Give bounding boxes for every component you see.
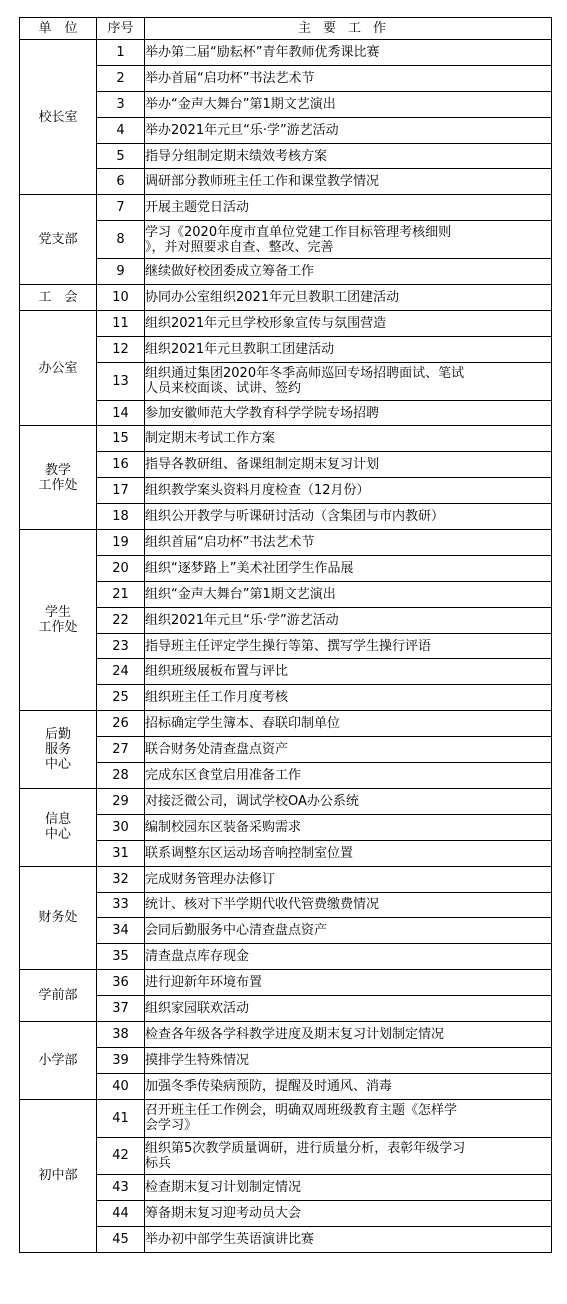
number-cell: 22	[97, 607, 145, 633]
table-row	[20, 426, 552, 452]
number-cell: 24	[97, 659, 145, 685]
table-row	[20, 40, 552, 66]
number-cell: 44	[97, 1201, 145, 1227]
table-row	[20, 362, 552, 400]
task-cell: 完成东区食堂启用准备工作	[145, 763, 552, 789]
unit-cell: 小学部	[20, 1021, 97, 1099]
task-cell: 摸排学生特殊情况	[145, 1047, 552, 1073]
number-cell: 7	[97, 195, 145, 221]
number-cell: 23	[97, 633, 145, 659]
number-cell: 33	[97, 892, 145, 918]
number-cell: 43	[97, 1175, 145, 1201]
table-row	[20, 1073, 552, 1099]
table-row	[20, 530, 552, 556]
unit-cell: 校长室	[20, 40, 97, 195]
number-cell: 31	[97, 840, 145, 866]
task-cell: 开展主题党日活动	[145, 195, 552, 221]
header-number: 序号	[97, 18, 145, 40]
task-cell: 举办初中部学生英语演讲比赛	[145, 1227, 552, 1253]
task-cell: 检查各年级各学科教学进度及期末复习计划制定情况	[145, 1021, 552, 1047]
table-row	[20, 504, 552, 530]
task-cell: 对接泛微公司，调试学校OA办公系统	[145, 788, 552, 814]
number-cell: 38	[97, 1021, 145, 1047]
number-cell: 27	[97, 737, 145, 763]
task-cell: 举办第二届“励耘杯”青年教师优秀课比赛	[145, 40, 552, 66]
table-row	[20, 221, 552, 259]
task-cell: 举办2021年元旦“乐·学”游艺活动	[145, 117, 552, 143]
number-cell: 36	[97, 970, 145, 996]
table-row	[20, 117, 552, 143]
number-cell: 4	[97, 117, 145, 143]
number-cell: 5	[97, 143, 145, 169]
number-cell: 16	[97, 452, 145, 478]
task-cell: 检查期末复习计划制定情况	[145, 1175, 552, 1201]
task-cell: 组织家园联欢活动	[145, 996, 552, 1022]
table-row	[20, 892, 552, 918]
table-row	[20, 788, 552, 814]
number-cell: 10	[97, 285, 145, 311]
number-cell: 2	[97, 65, 145, 91]
table-row	[20, 285, 552, 311]
unit-cell: 工 会	[20, 285, 97, 311]
number-cell: 6	[97, 169, 145, 195]
number-cell: 8	[97, 221, 145, 259]
number-cell: 35	[97, 944, 145, 970]
number-cell: 21	[97, 581, 145, 607]
unit-cell: 学前部	[20, 970, 97, 1022]
task-cell: 组织班主任工作月度考核	[145, 685, 552, 711]
task-cell: 组织第5次教学质量调研，进行质量分析，表彰年级学习 标兵	[145, 1137, 552, 1175]
task-cell: 组织2021年元旦“乐·学”游艺活动	[145, 607, 552, 633]
number-cell: 42	[97, 1137, 145, 1175]
table-row	[20, 1175, 552, 1201]
task-cell: 组织2021年元旦教职工团建活动	[145, 336, 552, 362]
number-cell: 37	[97, 996, 145, 1022]
number-cell: 18	[97, 504, 145, 530]
unit-cell: 党支部	[20, 195, 97, 285]
task-cell: 参加安徽师范大学教育科学学院专场招聘	[145, 400, 552, 426]
table-row	[20, 1021, 552, 1047]
number-cell: 32	[97, 866, 145, 892]
table-row	[20, 1099, 552, 1137]
table-row	[20, 866, 552, 892]
table-row	[20, 763, 552, 789]
number-cell: 30	[97, 814, 145, 840]
table-row	[20, 970, 552, 996]
table-row	[20, 633, 552, 659]
task-cell: 完成财务管理办法修订	[145, 866, 552, 892]
task-cell: 继续做好校团委成立筹备工作	[145, 259, 552, 285]
task-cell: 会同后勤服务中心清查盘点资产	[145, 918, 552, 944]
unit-cell: 信息 中心	[20, 788, 97, 866]
task-cell: 加强冬季传染病预防，提醒及时通风、消毒	[145, 1073, 552, 1099]
number-cell: 17	[97, 478, 145, 504]
header-row	[20, 18, 552, 40]
task-cell: 筹备期末复习迎考动员大会	[145, 1201, 552, 1227]
unit-cell: 财务处	[20, 866, 97, 970]
number-cell: 45	[97, 1227, 145, 1253]
table-row	[20, 310, 552, 336]
number-cell: 28	[97, 763, 145, 789]
unit-cell: 办公室	[20, 310, 97, 426]
table-row	[20, 1047, 552, 1073]
task-cell: 组织教学案头资料月度检查（12月份）	[145, 478, 552, 504]
task-cell: 组织2021年元旦学校形象宣传与氛围营造	[145, 310, 552, 336]
number-cell: 34	[97, 918, 145, 944]
table-row	[20, 685, 552, 711]
task-cell: 联合财务处清查盘点资产	[145, 737, 552, 763]
number-cell: 26	[97, 711, 145, 737]
task-cell: 召开班主任工作例会，明确双周班级教育主题《怎样学 会学习》	[145, 1099, 552, 1137]
table-row	[20, 65, 552, 91]
task-cell: 指导班主任评定学生操行等第、撰写学生操行评语	[145, 633, 552, 659]
task-cell: 调研部分教师班主任工作和课堂教学情况	[145, 169, 552, 195]
task-cell: 组织“逐梦路上”美术社团学生作品展	[145, 555, 552, 581]
header-main-work: 主要工作	[145, 18, 552, 40]
number-cell: 14	[97, 400, 145, 426]
table-row	[20, 91, 552, 117]
number-cell: 3	[97, 91, 145, 117]
work-plan-table	[19, 17, 552, 1253]
number-cell: 19	[97, 530, 145, 556]
table-row	[20, 452, 552, 478]
table-row	[20, 259, 552, 285]
table-row	[20, 1137, 552, 1175]
table-row	[20, 143, 552, 169]
table-row	[20, 555, 552, 581]
task-cell: 招标确定学生簿本、春联印制单位	[145, 711, 552, 737]
unit-cell: 教学 工作处	[20, 426, 97, 530]
table-row	[20, 1227, 552, 1253]
table-row	[20, 737, 552, 763]
task-cell: 组织公开教学与听课研讨活动（含集团与市内教研）	[145, 504, 552, 530]
table-row	[20, 195, 552, 221]
task-cell: 统计、核对下半学期代收代管费缴费情况	[145, 892, 552, 918]
table-row	[20, 814, 552, 840]
table-row	[20, 336, 552, 362]
task-cell: 组织班级展板布置与评比	[145, 659, 552, 685]
number-cell: 13	[97, 362, 145, 400]
number-cell: 11	[97, 310, 145, 336]
table-body	[20, 40, 552, 1253]
task-cell: 联系调整东区运动场音响控制室位置	[145, 840, 552, 866]
task-cell: 进行迎新年环境布置	[145, 970, 552, 996]
number-cell: 15	[97, 426, 145, 452]
number-cell: 39	[97, 1047, 145, 1073]
number-cell: 41	[97, 1099, 145, 1137]
task-cell: 组织首届“启功杯”书法艺术节	[145, 530, 552, 556]
number-cell: 9	[97, 259, 145, 285]
task-cell: 组织通过集团2020年冬季高师巡回专场招聘面试、笔试 人员来校面谈、试讲、签约	[145, 362, 552, 400]
number-cell: 1	[97, 40, 145, 66]
table-row	[20, 840, 552, 866]
number-cell: 25	[97, 685, 145, 711]
table-row	[20, 1201, 552, 1227]
unit-cell: 后勤 服务 中心	[20, 711, 97, 789]
table-row	[20, 581, 552, 607]
task-cell: 举办首届“启功杯”书法艺术节	[145, 65, 552, 91]
table-row	[20, 996, 552, 1022]
unit-cell: 初中部	[20, 1099, 97, 1252]
task-cell: 组织“金声大舞台”第1期文艺演出	[145, 581, 552, 607]
number-cell: 29	[97, 788, 145, 814]
table-row	[20, 400, 552, 426]
task-cell: 制定期末考试工作方案	[145, 426, 552, 452]
header-unit: 单 位	[20, 18, 97, 40]
number-cell: 40	[97, 1073, 145, 1099]
task-cell: 清查盘点库存现金	[145, 944, 552, 970]
number-cell: 20	[97, 555, 145, 581]
table-row	[20, 944, 552, 970]
table-row	[20, 659, 552, 685]
number-cell: 12	[97, 336, 145, 362]
unit-cell: 学生 工作处	[20, 530, 97, 711]
task-cell: 指导各教研组、备课组制定期末复习计划	[145, 452, 552, 478]
task-cell: 学习《2020年度市直单位党建工作目标管理考核细则 》，并对照要求自查、整改、完善	[145, 221, 552, 259]
task-cell: 举办“金声大舞台”第1期文艺演出	[145, 91, 552, 117]
task-cell: 协同办公室组织2021年元旦教职工团建活动	[145, 285, 552, 311]
task-cell: 指导分组制定期末绩效考核方案	[145, 143, 552, 169]
table-row	[20, 169, 552, 195]
table-row	[20, 478, 552, 504]
table-row	[20, 711, 552, 737]
table-row	[20, 607, 552, 633]
table-row	[20, 918, 552, 944]
task-cell: 编制校园东区装备采购需求	[145, 814, 552, 840]
